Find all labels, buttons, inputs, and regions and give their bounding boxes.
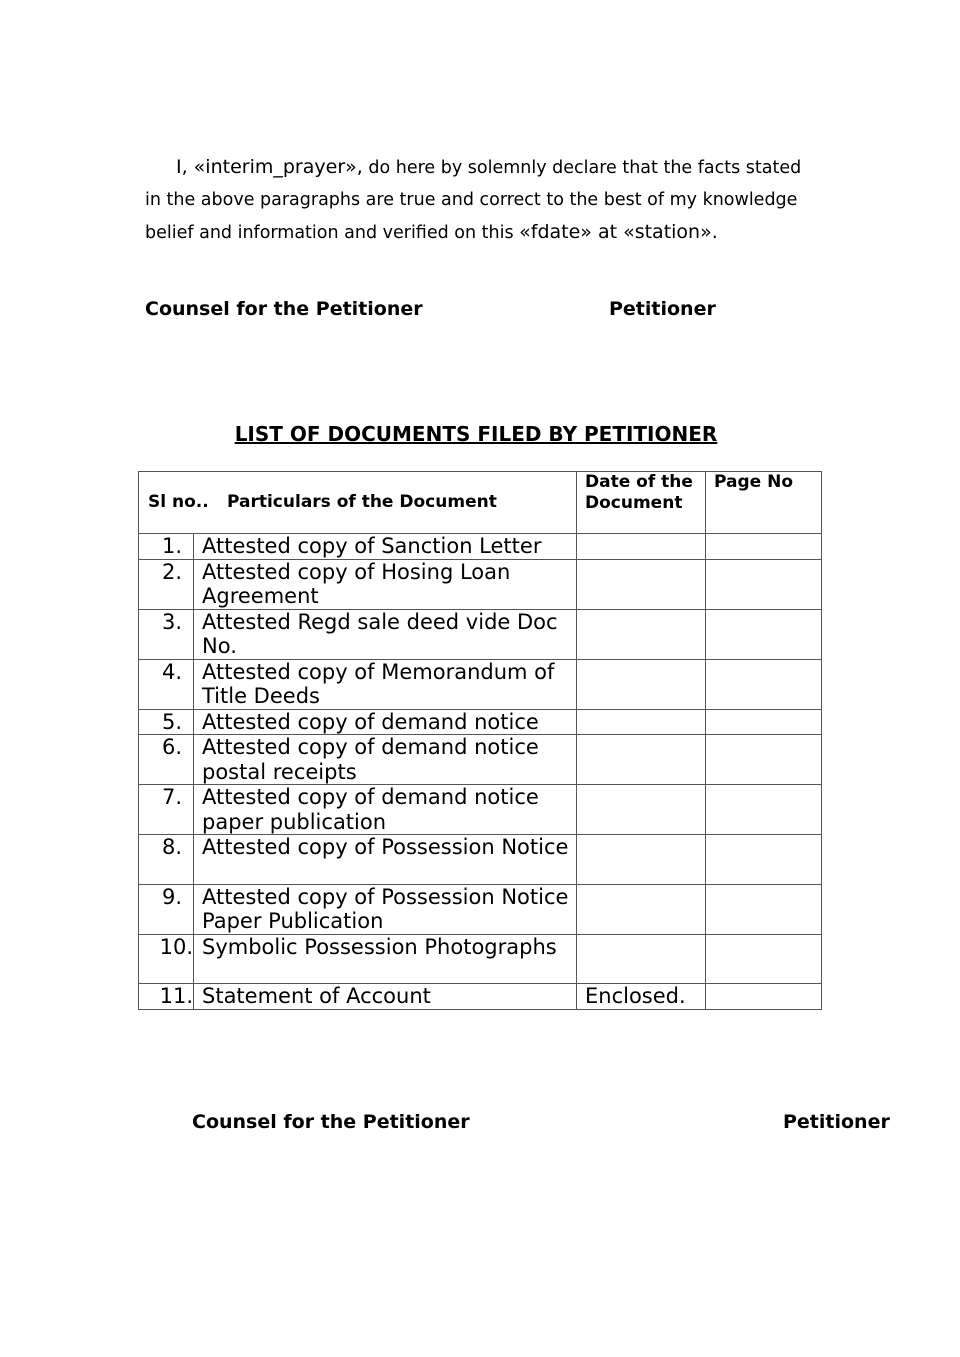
declaration-paragraph — [145, 151, 825, 249]
declaration-line-3-text: belief and information and verified on this — [145, 223, 520, 243]
row-number: 4. — [139, 659, 194, 709]
table-row — [139, 534, 822, 560]
row-page — [706, 534, 822, 560]
row-particulars: Attested copy of demand notice postal receipts — [194, 735, 577, 785]
petitioner-signature-bottom: Petitioner — [783, 1111, 890, 1133]
declaration-line-3 — [145, 216, 825, 249]
row-date — [577, 659, 706, 709]
row-number: 9. — [139, 884, 194, 934]
declaration-deponent: I, «interim_prayer», — [176, 156, 363, 178]
header-date: Date of the Document — [577, 472, 706, 534]
row-date — [577, 934, 706, 984]
row-particulars: Symbolic Possession Photographs — [194, 934, 577, 984]
row-particulars: Attested copy of demand notice paper publication — [194, 785, 577, 835]
row-particulars: Statement of Account — [194, 984, 577, 1010]
row-page — [706, 735, 822, 785]
table-row — [139, 934, 822, 984]
table-row — [139, 559, 822, 609]
table-row — [139, 785, 822, 835]
row-particulars: Attested copy of Possession Notice Paper Publication — [194, 884, 577, 934]
header-sl-particulars — [139, 472, 577, 534]
table-row — [139, 835, 822, 885]
row-page — [706, 785, 822, 835]
row-number: 11. — [139, 984, 194, 1010]
row-page — [706, 609, 822, 659]
row-date — [577, 884, 706, 934]
row-particulars: Attested copy of Hosing Loan Agreement — [194, 559, 577, 609]
row-page — [706, 709, 822, 735]
row-number: 1. — [139, 534, 194, 560]
petitioner-signature-top: Petitioner — [609, 298, 716, 320]
row-particulars: Attested copy of Memorandum of Title Deeds — [194, 659, 577, 709]
table-row — [139, 884, 822, 934]
header-sl-no: Sl no.. — [148, 492, 209, 512]
row-date — [577, 835, 706, 885]
row-date — [577, 534, 706, 560]
counsel-signature-bottom: Counsel for the Petitioner — [192, 1111, 470, 1133]
row-number: 2. — [139, 559, 194, 609]
row-number: 8. — [139, 835, 194, 885]
table-row — [139, 735, 822, 785]
row-page — [706, 659, 822, 709]
row-number: 3. — [139, 609, 194, 659]
row-date — [577, 609, 706, 659]
row-particulars: Attested copy of demand notice — [194, 709, 577, 735]
declaration-line-1-text: do here by solemnly declare that the facts stated — [362, 158, 802, 178]
documents-table — [138, 471, 822, 1010]
table-row — [139, 659, 822, 709]
row-number: 7. — [139, 785, 194, 835]
row-page — [706, 884, 822, 934]
row-particulars: Attested Regd sale deed vide Doc No. — [194, 609, 577, 659]
row-date — [577, 709, 706, 735]
header-page-no: Page No — [706, 472, 822, 534]
declaration-line-1 — [145, 151, 825, 184]
row-date — [577, 559, 706, 609]
list-title: LIST OF DOCUMENTS FILED BY PETITIONER — [234, 422, 718, 446]
row-date — [577, 785, 706, 835]
table-row — [139, 984, 822, 1010]
counsel-signature-top: Counsel for the Petitioner — [145, 298, 423, 320]
row-page — [706, 559, 822, 609]
row-page — [706, 835, 822, 885]
row-particulars: Attested copy of Possession Notice — [194, 835, 577, 885]
table-row — [139, 609, 822, 659]
row-page — [706, 984, 822, 1010]
header-particulars: Particulars of the Document — [227, 492, 497, 512]
row-particulars: Attested copy of Sanction Letter — [194, 534, 577, 560]
table-header-row — [139, 472, 822, 534]
row-date — [577, 735, 706, 785]
declaration-line-2: in the above paragraphs are true and correct to the best of my knowledge — [145, 190, 798, 210]
table-row — [139, 709, 822, 735]
row-number: 5. — [139, 709, 194, 735]
row-page — [706, 934, 822, 984]
row-number: 6. — [139, 735, 194, 785]
row-date: Enclosed. — [577, 984, 706, 1010]
row-number: 10. — [139, 934, 194, 984]
declaration-date-station: «fdate» at «station». — [519, 221, 718, 243]
